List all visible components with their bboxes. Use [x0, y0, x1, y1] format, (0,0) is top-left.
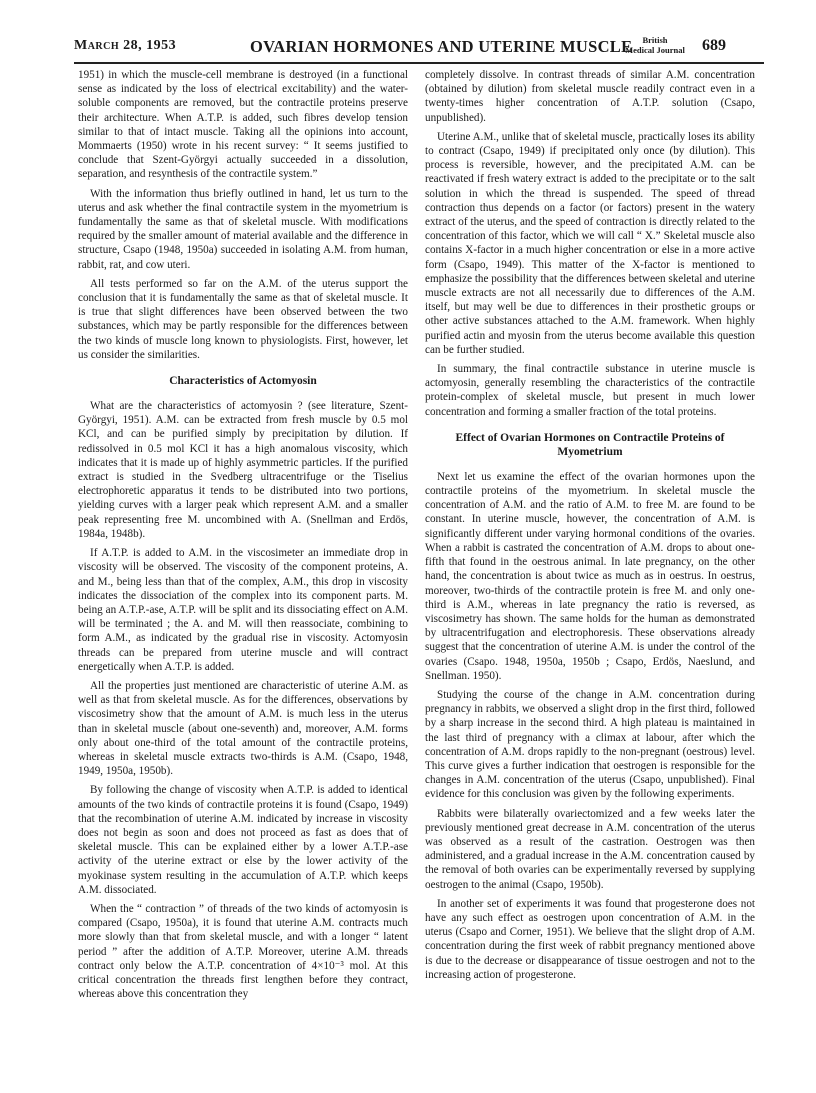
journal-name-line2: Medical Journal	[625, 45, 685, 55]
journal-name-line1: British	[642, 35, 668, 45]
section-heading: Characteristics of Actomyosin	[169, 375, 317, 388]
paragraph: By following the change of viscosity when A.T.P. is added to identical amounts of the two kinds of contractile proteins it is found (Csapo, 1949) that the recombination of uterine A.M. indicated by increase in viscosity does not begin as soon and does not proceed as fast as does that of skeletal muscle. This can be explained either by a lower A.T.P.-ase activity of the uterine extract or else by the lower activity of the myokinase system resulting in the accumulation of A.T.P. which keeps A.M. dissociated.	[78, 784, 408, 896]
left-column	[78, 68, 408, 1006]
paragraph: With the information thus briefly outlined in hand, let us turn to the uterus and ask whether the final contractile system in the myometrium is fundamentally the same as that of skeletal muscle. With modifications required by the smaller amount of material available and the difference in structure, Csapo (1948, 1950a) succeeded in isolating A.M. from human, rabbit, rat, and cow uteri.	[78, 187, 408, 271]
paragraph: Uterine A.M., unlike that of skeletal muscle, practically loses its ability to contract (Csapo, 1949) if precipitated only once (by dilution). This process is reversible, however, and the precipitated A.M. can be reactivated if fresh watery extract is added to the precipitate or to the salt solution in which the thread is suspended. The speed of thread contraction thus depends on a factor (or factors) present in the watery extract of the uterus, and the speed of contraction is directly related to the concentration of this factor, which we will call “ X.” Skeletal muscle also contains X-factor in a much higher concentration or else in a more active form (Csapo, 1949). This matter of the X-factor is mentioned to emphasize the possibility that the differences between skeletal and uterine muscle extracts are not all necessarily due to differences of the A.M. itself, but may well be due to differences in their prosthetic groups or other active substances attached to the A.M. framework. When highly purified actin and myosin from the uterus become available this question can be further studied.	[425, 130, 755, 356]
paragraph: If A.T.P. is added to A.M. in the viscosimeter an immediate drop in viscosity will be observed. The viscosity of the component proteins, A. and M., being less than that of the complex, A.M., this drop in viscosity indicates the dissociation of the complex into its component parts. M. being an A.T.P.-ase, A.T.P. will be split and its dissociating effect on A.M. will be terminated ; the A. and M. will then reassociate, combining to form A.M., as indicated by the gradual rise in viscosity. Actomyosin threads can be prepared from uterine muscle and will contract energetically when A.T.P. is added.	[78, 547, 408, 673]
journal-name	[622, 35, 688, 55]
running-title: OVARIAN HORMONES AND UTERINE MUSCLE	[250, 37, 633, 56]
page-header	[74, 34, 764, 64]
paragraph: All tests performed so far on the A.M. of the uterus support the conclusion that it is fundamentally the same as that of skeletal muscle. It is true that slight differences have been observed between the two substances, which may be partly responsible for the differences between the two kinds of muscle long known to physiologists. First, however, let us consider the similarities.	[78, 277, 408, 361]
right-column	[425, 68, 755, 987]
paragraph: In another set of experiments it was found that progesterone does not have any such effect as oestrogen upon concentration of A.M. in the uterus (Csapo and Corner, 1951). We believe that the slight drop of A.M. concentration during the first week of rabbit pregnancy mentioned above is due to the decrease or disappearance of tissue oestrogen and not to the increasing action of progesterone.	[425, 897, 755, 981]
paragraph: Rabbits were bilaterally ovariectomized and a few weeks later the previously mentioned great decrease in A.M. concentration of the uterus was observed as a result of the castration. Oestrogen was then administered, and a gradual increase in the A.M. concentration caused by the removal of both ovaries can be experimentally reversed by supplying oestrogen to the animal (Csapo, 1950b).	[425, 807, 755, 891]
paragraph: completely dissolve. In contrast threads of similar A.M. concentration (obtained by dilution) from skeletal muscle readily contract even in a twenty-times higher concentration of A.T.P. solution (Csapo, unpublished).	[425, 69, 755, 124]
issue-date: March 28, 1953	[74, 38, 177, 53]
paragraph: 1951) in which the muscle-cell membrane is destroyed (in a functional sense as indicated by the loss of electrical excitability) and the water-soluble components are removed, but the contractile proteins preserve their architecture. When A.T.P. is added, such fibres develop tension similar to that of intact muscle. Taking all the opinions into account, Mommaerts (1950) wrote in his recent survey: “ It seems justified to conclude that Szent-Györgyi actually succeeded in a dissolution, separation, and resynthesis of the contractile system.”	[78, 69, 408, 181]
header-rule	[74, 62, 764, 64]
paragraph: When the “ contraction ” of threads of the two kinds of actomyosin is compared (Csapo, 1950a), it is found that uterine A.M. contracts much more slowly than that from skeletal muscle, and with a longer “ latent period ” after the addition of A.T.P. Moreover, uterine A.M. threads contract only below the A.T.P. concentration of 4×10⁻³ mol. At this critical concentration the threads first lengthen before they contract, whereas above this concentration they	[78, 902, 408, 1001]
paragraph: Next let us examine the effect of the ovarian hormones upon the contractile proteins of the myometrium. In skeletal muscle the concentration of A.M. and the ratio of A.M. to free M. are found to be constant. In uterine muscle, however, the concentration of A.M. is significantly different under varying hormonal conditions of the ovaries. When a rabbit is castrated the concentration of A.M. drops to about one-fifth that found in the oestrous animal. In late pregnancy, on the other hand, the concentration is about twice as much as in oestrus. In oestrus, moreover, two-thirds of the contractile protein is free M. and only one-third is A.M., whereas in late pregnancy the ratio is reversed, as viscosimetry has shown. The same holds for the human as demonstrated by ultracentrifugation and electrophoresis. These observations already suggest that the concentration of uterine A.M. is under the control of the ovaries (Csapo. 1948, 1950a, 1950b ; Csapo, Erdös, Naeslund, and Snellman. 1950).	[425, 470, 755, 682]
page-number: 689	[702, 37, 726, 54]
section-heading: Effect of Ovarian Hormones on Contractile Proteins of Myometrium	[455, 431, 725, 458]
paragraph: Studying the course of the change in A.M. concentration during pregnancy in rabbits, we observed a slight drop in the first third, followed by a sharp increase in the second third. A high plateau is maintained in the last third of pregnancy with a climax at labour, after which the concentration of A.M. drops rapidly to the non-pregnant (oestrous) level. This curve gives a further indication that oestrogen is responsible for the changes in A.M. concentration of the uterus (Csapo, unpublished). Final evidence for this conclusion was given by the following experiments.	[425, 688, 755, 801]
paragraph: What are the characteristics of actomyosin ? (see literature, Szent-Györgyi, 1951). A.M. can be extracted from fresh muscle by 0.5 mol KCl, and can be purified simply by precipitation by dilution. If redissolved in 0.5 mol KCl it has a high anomalous viscosity, which indicates that it is made up of highly asymmetric particles. If the purified extract is studied in the Svedberg ultracentrifuge or the Tiselius electrophoretic apparatus it tends to be distributed into two portions, yielding curves with a larger peak which represent A.M. and a smaller peak representing free M. uncombined with A. (Snellman and Erdös, 1984a, 1948b).	[78, 400, 408, 540]
paragraph: In summary, the final contractile substance in uterine muscle is actomyosin, generally resembling the characteristics of the contractile protein-complex of skeletal muscle, but present in much lower concentration and forming a smaller fraction of the total proteins.	[425, 363, 755, 418]
paragraph: All the properties just mentioned are characteristic of uterine A.M. as well as that from skeletal muscle. As for the differences, observations by viscosimetry show that the amount of A.M. is much less in the uterus than in skeletal muscle (about one-seventh) and, moreover, A.M. forms only about one-third of the total amount of the contractile proteins, whereas in skeletal muscle extracts two-thirds is A.M. (Csapo, 1948, 1949, 1950a, 1950b).	[78, 679, 408, 778]
